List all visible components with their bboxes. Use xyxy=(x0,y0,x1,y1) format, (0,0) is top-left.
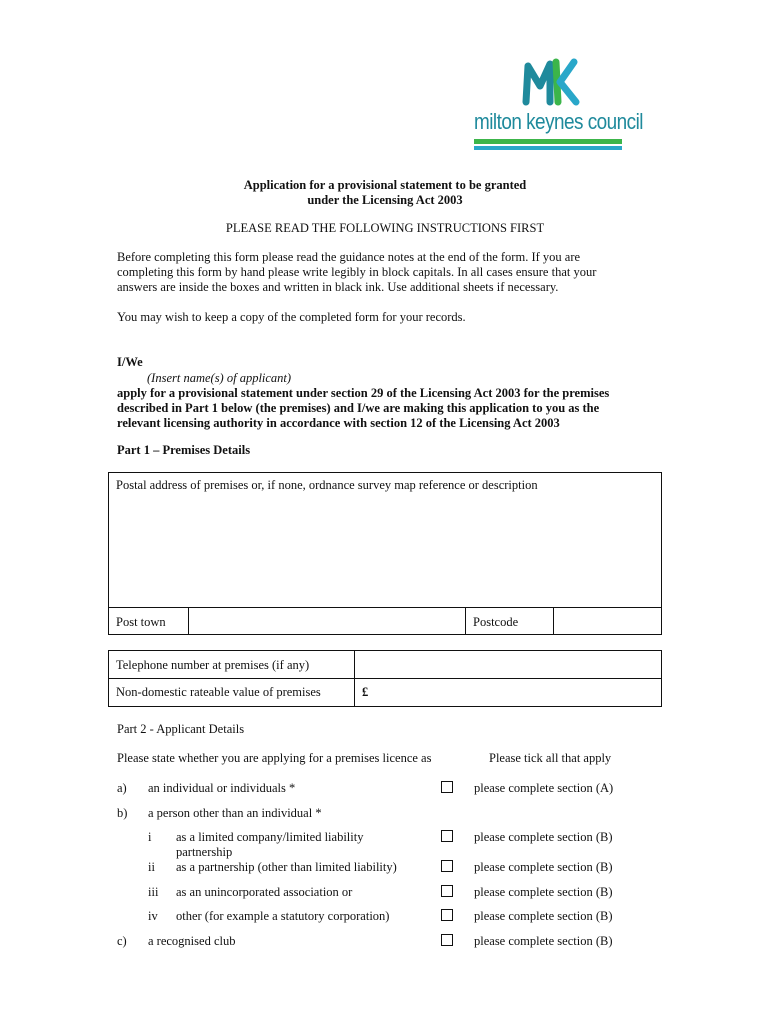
option-text: a recognised club xyxy=(148,934,236,948)
recognised-club-checkbox[interactable] xyxy=(441,934,453,946)
applicant-type-question: Please state whether you are applying for a premises licence as xyxy=(117,751,432,765)
rateable-value-label: Non-domestic rateable value of premises xyxy=(116,685,321,699)
post-town-label: Post town xyxy=(116,615,166,629)
title-line-1: Application for a provisional statement to be granted xyxy=(243,178,527,192)
apply-line: described in Part 1 below (the premises) and I/we are making this application to you as the xyxy=(117,401,600,415)
partnership-checkbox[interactable] xyxy=(441,860,453,872)
option-roman: iii xyxy=(148,885,159,899)
option-roman: i xyxy=(148,830,152,844)
instructions-heading: PLEASE READ THE FOLLOWING INSTRUCTIONS FIRST xyxy=(225,221,545,235)
telephone-label: Telephone number at premises (if any) xyxy=(116,658,310,672)
option-note: please complete section (B) xyxy=(474,830,613,844)
option-text xyxy=(176,830,363,860)
statutory-corporation-checkbox[interactable] xyxy=(441,909,453,921)
option-text: as an unincorporated association or xyxy=(176,885,353,899)
applicant-hint: (Insert name(s) of applicant) xyxy=(147,371,292,385)
option-letter: c) xyxy=(117,934,127,948)
option-letter: b) xyxy=(117,806,128,820)
tick-instruction: Please tick all that apply xyxy=(489,751,612,765)
logo-bar-green xyxy=(474,139,622,144)
currency-symbol: £ xyxy=(362,685,369,699)
option-text: an individual or individuals * xyxy=(148,781,296,795)
instructions-line: answers are inside the boxes and written in black ink. Use additional sheets if necessary. xyxy=(117,280,559,294)
option-note: please complete section (B) xyxy=(474,860,613,874)
postcode-label: Postcode xyxy=(473,615,519,629)
individual-checkbox[interactable] xyxy=(441,781,453,793)
option-text: other (for example a statutory corporation) xyxy=(176,909,390,923)
apply-line: apply for a provisional statement under section 29 of the Licensing Act 2003 for the premises xyxy=(117,386,610,400)
postcode-field[interactable] xyxy=(554,608,661,634)
divider xyxy=(465,607,466,635)
part1-heading: Part 1 – Premises Details xyxy=(117,443,251,457)
option-text-line: as a limited company/limited liability xyxy=(176,830,364,844)
unincorporated-association-checkbox[interactable] xyxy=(441,885,453,897)
option-text: as a partnership (other than limited liability) xyxy=(176,860,397,874)
part2-heading: Part 2 - Applicant Details xyxy=(117,722,245,736)
option-note: please complete section (B) xyxy=(474,885,613,899)
instructions-line: completing this form by hand please write legibly in block capitals. In all cases ensure that your xyxy=(117,265,597,279)
postal-address-field[interactable] xyxy=(109,492,661,606)
post-town-field[interactable] xyxy=(189,608,465,634)
telephone-field[interactable] xyxy=(355,651,661,678)
rateable-value-field[interactable] xyxy=(372,679,661,706)
instructions-line: Before completing this form please read the guidance notes at the end of the form. If you are xyxy=(117,250,581,264)
option-note: please complete section (B) xyxy=(474,909,613,923)
option-note: please complete section (A) xyxy=(474,781,614,795)
postal-address-label: Postal address of premises or, if none, ordnance survey map reference or description xyxy=(116,478,538,492)
logo-bar-cyan xyxy=(474,146,622,150)
option-note: please complete section (B) xyxy=(474,934,613,948)
apply-line: relevant licensing authority in accordance with section 12 of the Licensing Act 2003 xyxy=(117,416,560,430)
instructions-text xyxy=(117,250,657,295)
mk-logo-mark xyxy=(520,56,580,108)
title-line-2: under the Licensing Act 2003 xyxy=(307,193,463,207)
option-text: a person other than an individual * xyxy=(148,806,322,820)
apply-statement xyxy=(117,386,677,431)
option-roman: iv xyxy=(148,909,158,923)
keep-copy-note: You may wish to keep a copy of the completed form for your records. xyxy=(117,310,466,324)
council-name: milton keynes council xyxy=(474,109,643,134)
option-roman: ii xyxy=(148,860,155,874)
form-title xyxy=(140,178,630,208)
option-letter: a) xyxy=(117,781,127,795)
limited-company-checkbox[interactable] xyxy=(441,830,453,842)
applicant-label: I/We xyxy=(117,355,143,369)
option-text-line: partnership xyxy=(176,845,233,859)
